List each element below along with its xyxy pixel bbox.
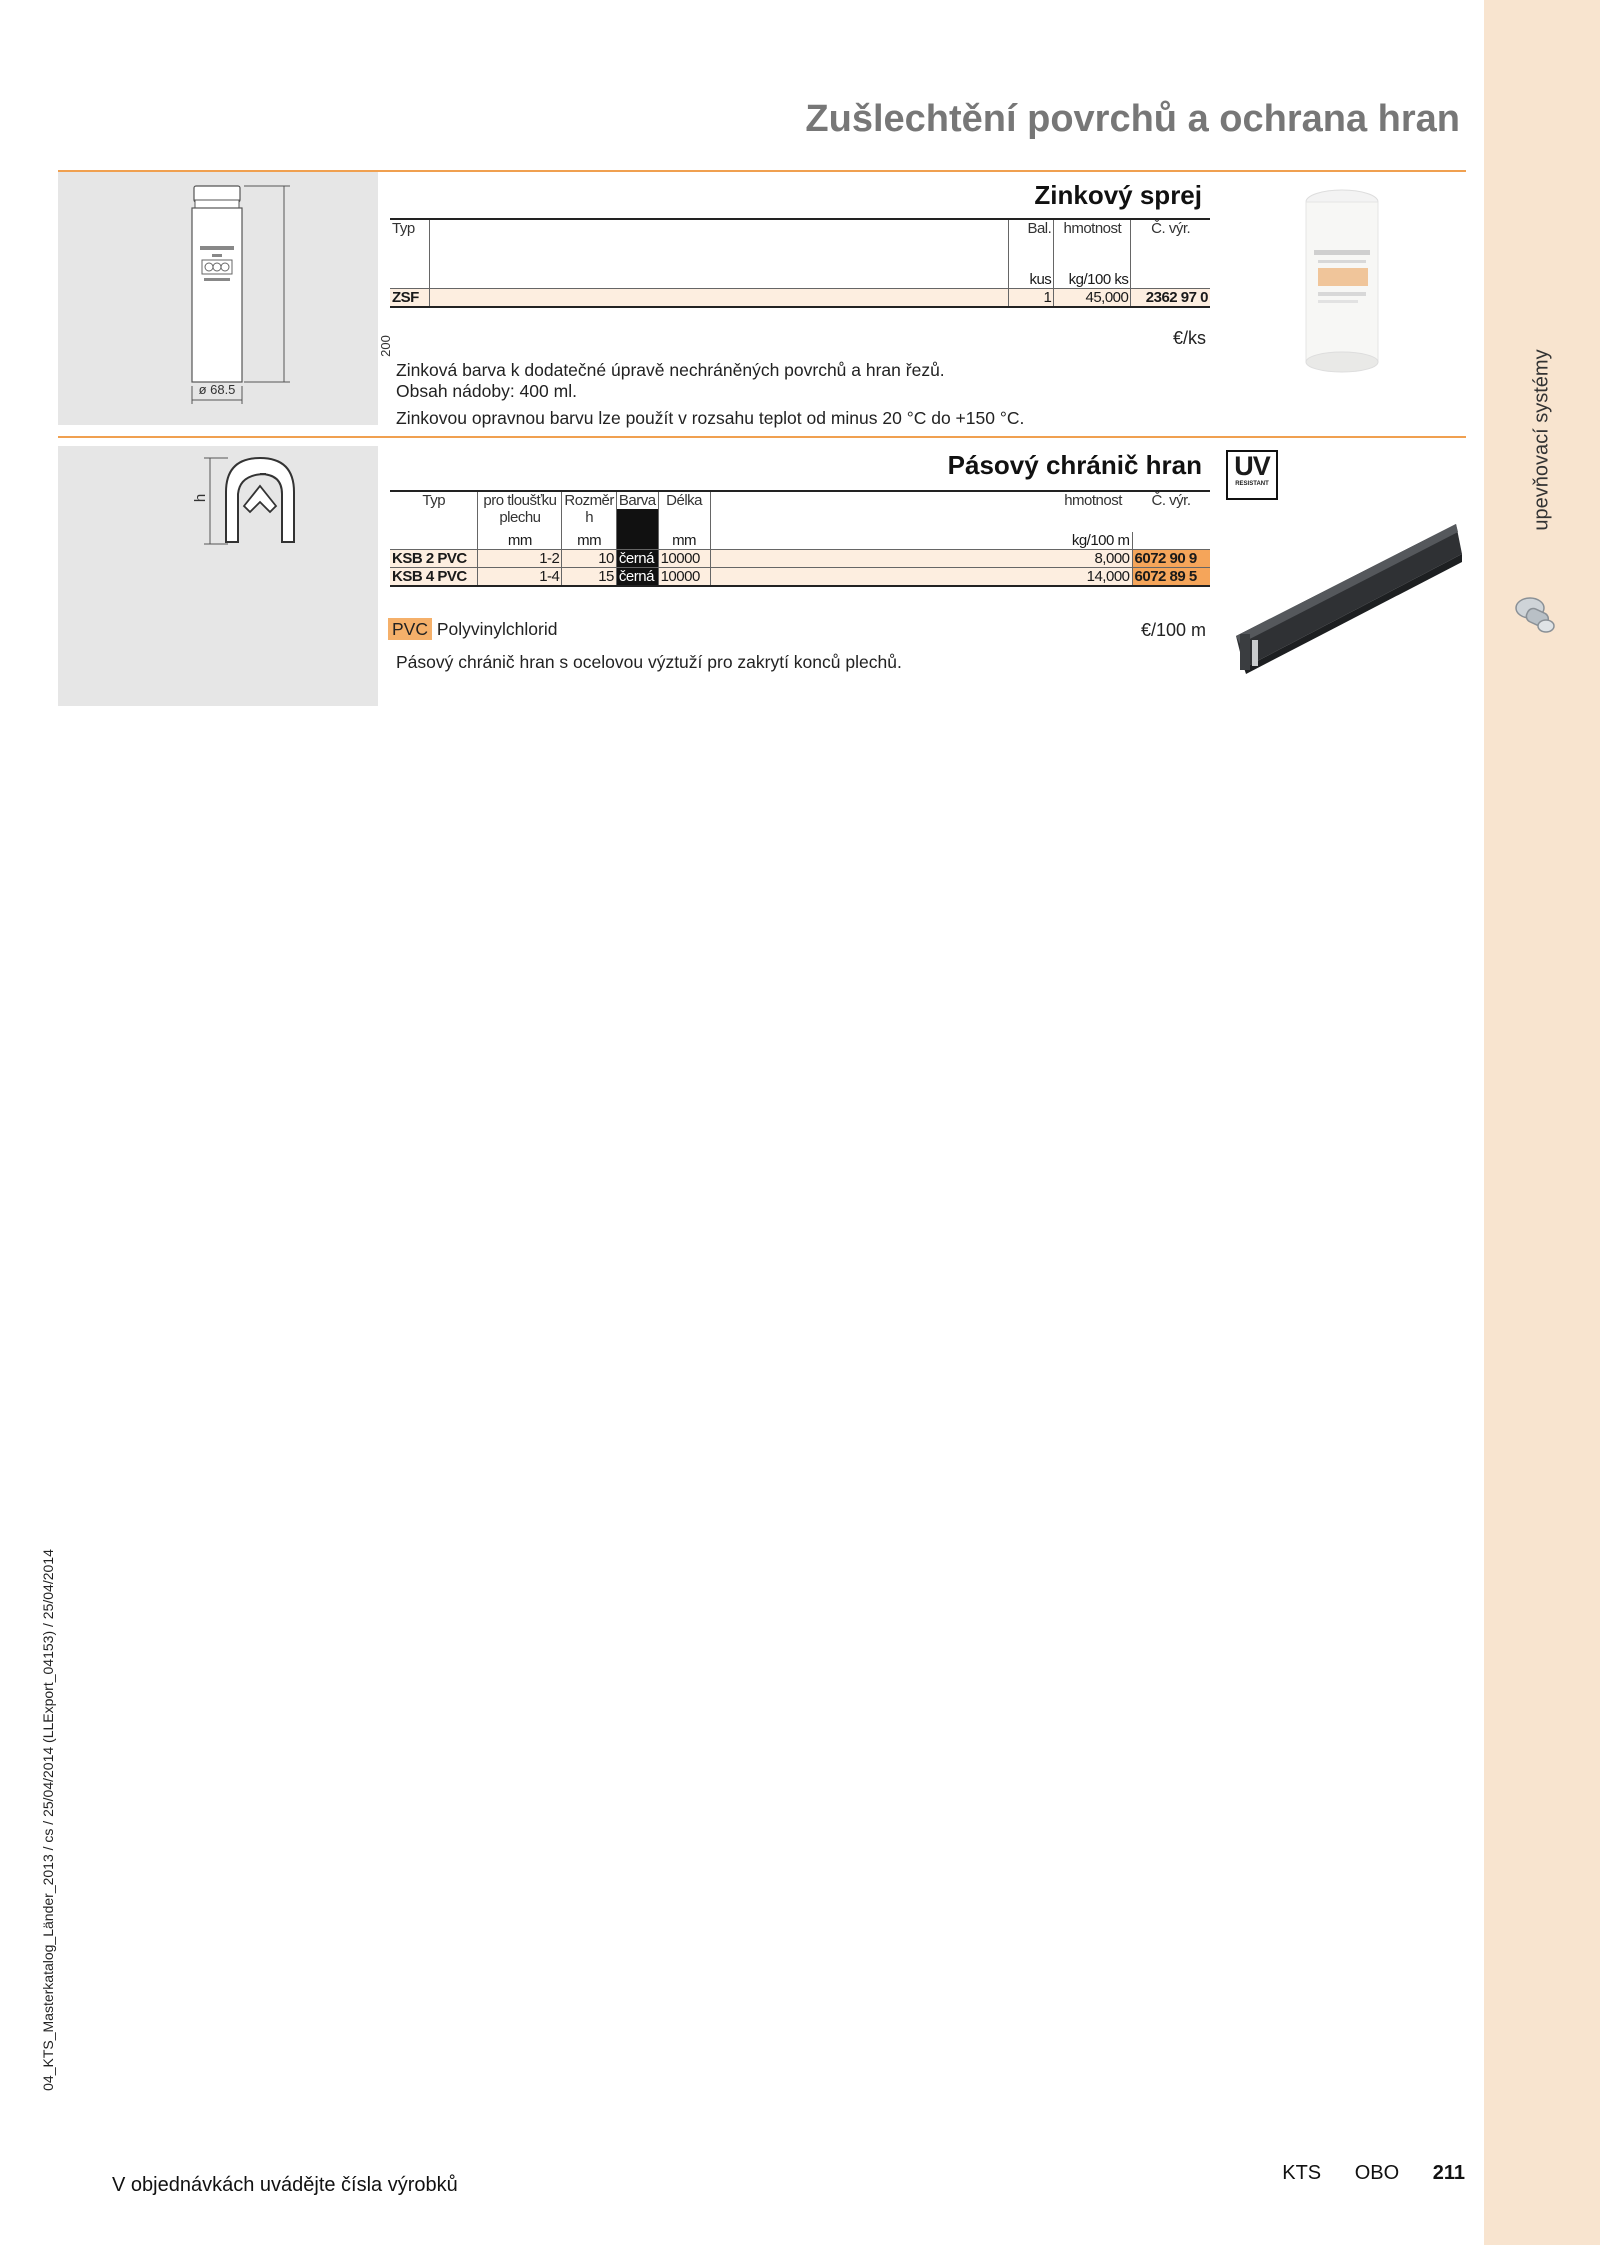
table-row: [390, 568, 1210, 587]
section-rule: [58, 436, 1466, 438]
technical-drawing-box: [58, 172, 393, 425]
col-header-length: Délka: [658, 491, 710, 509]
cell-thickness: 1-2: [478, 550, 562, 568]
col-header-hmotnost: hmotnost: [1054, 219, 1131, 237]
print-metadata: 04_KTS_Masterkatalog_Länder_2013 / cs / 25/04/2014 (LLExport_04153) / 25/04/2014: [40, 1549, 56, 2091]
col-header-typ: Typ: [390, 219, 429, 237]
cell-typ: KSB 2 PVC: [390, 550, 478, 568]
col-header-size: Rozměr: [562, 491, 617, 509]
cell-article-number: 6072 89 5: [1132, 568, 1210, 587]
cell-length: 10000: [658, 568, 710, 587]
description-line: Zinková barva k dodatečné úpravě nechráněných povrchů a hran řezů.: [396, 360, 945, 380]
zinc-spray-photo: [1300, 188, 1384, 374]
description-line: Pásový chránič hran s ocelovou výztuží pro zakrytí konců plechů.: [396, 652, 902, 672]
edge-protector-photo: [1226, 516, 1466, 676]
section-title: Pásový chránič hran: [947, 450, 1202, 480]
cell-thickness: 1-4: [478, 568, 562, 587]
screw-anchor-icon: [1508, 588, 1560, 640]
col-header-cvyr: Č. výr.: [1151, 220, 1191, 237]
cell-hmotnost: 8,000: [1054, 550, 1132, 568]
unit-hmotnost: kg/100 m: [1054, 532, 1132, 550]
sidebar-label: upevňovací systémy: [1530, 349, 1553, 531]
profile-height-label: h: [192, 493, 209, 503]
section-title: Zinkový sprej: [1034, 180, 1202, 210]
cell-hmotnost: 14,000: [1054, 568, 1132, 587]
cell-typ: ZSF: [390, 289, 429, 308]
product-table: [390, 218, 1210, 308]
cell-hmotnost: 45,000: [1054, 289, 1131, 308]
col-header-thickness-2: plechu: [478, 509, 562, 526]
material-line: [388, 619, 557, 640]
footer-note: V objednávkách uvádějte čísla výrobků: [112, 2174, 458, 2196]
cell-color: černá: [616, 550, 658, 568]
description-line: Zinkovou opravnou barvu lze použít v rozsahu teplot od minus 20 °C do +150 °C.: [396, 408, 1025, 428]
can-height-label: 200: [378, 335, 393, 357]
right-sidebar: [1484, 0, 1600, 2245]
cell-size: 10: [562, 550, 617, 568]
price-unit: €/ks: [1172, 328, 1206, 348]
can-diameter-label: ø 68.5: [198, 382, 236, 397]
cell-color: černá: [616, 568, 658, 587]
material-name: Polyvinylchlorid: [436, 619, 558, 639]
uv-badge-text: UV: [1234, 451, 1270, 481]
table-row: [390, 550, 1210, 568]
table-row: [390, 289, 1210, 308]
col-header-size-2: h: [562, 509, 617, 526]
price-unit: €/100 m: [1140, 620, 1206, 640]
edge-protector-drawing: [58, 446, 378, 706]
col-header-hmotnost: hmotnost: [1064, 492, 1122, 509]
unit-thickness: mm: [478, 532, 562, 550]
cell-size: 15: [562, 568, 617, 587]
col-header-cvyr: Č. výr.: [1151, 492, 1191, 509]
uv-badge-subtext: RESISTANT: [1235, 481, 1269, 487]
footer-kts: KTS: [1282, 2162, 1322, 2184]
cell-article-number: 6072 90 9: [1132, 550, 1210, 568]
spray-can-drawing: [58, 172, 393, 425]
cell-bal: 1: [1009, 289, 1054, 308]
col-header-thickness: pro tloušťku: [478, 491, 562, 509]
product-table: [390, 490, 1210, 587]
footer-right: [1254, 2162, 1465, 2185]
unit-size: mm: [562, 532, 617, 550]
col-header-bal: Bal.: [1009, 219, 1054, 237]
col-header-typ: Typ: [390, 491, 478, 509]
page-number: 211: [1432, 2162, 1465, 2184]
cell-typ: KSB 4 PVC: [390, 568, 478, 587]
technical-drawing-box: [58, 446, 378, 706]
footer-obo: OBO: [1354, 2162, 1400, 2184]
page-title: Zušlechtění povrchů a ochrana hran: [805, 98, 1460, 140]
unit-bal: kus: [1009, 271, 1054, 289]
uv-resistant-badge: [1226, 450, 1278, 500]
description-line: Obsah nádoby: 400 ml.: [396, 381, 577, 401]
cell-length: 10000: [658, 550, 710, 568]
col-header-color: Barva: [616, 491, 658, 509]
cell-article-number: 2362 97 0: [1145, 289, 1208, 306]
material-badge: PVC: [388, 618, 432, 640]
unit-hmotnost: kg/100 ks: [1054, 271, 1131, 289]
unit-length: mm: [658, 532, 710, 550]
